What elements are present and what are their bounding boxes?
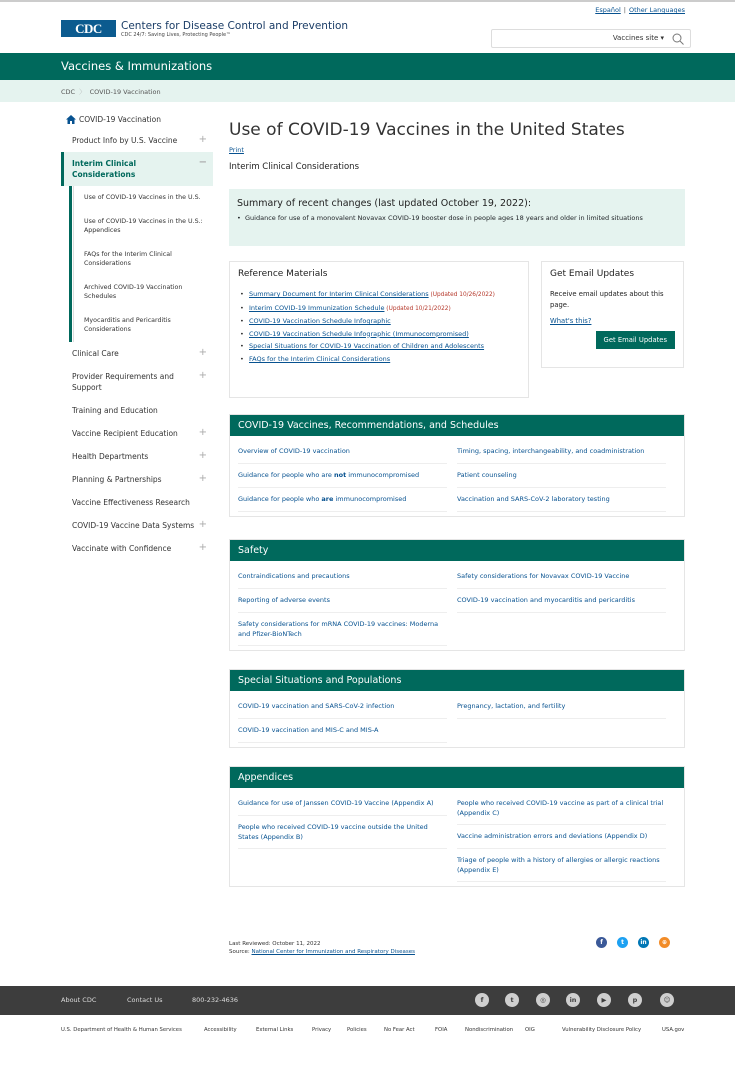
other-languages-link[interactable]: Other Languages bbox=[629, 6, 685, 14]
card-link[interactable]: People who received COVID-19 vaccine outside the United States (Appendix B) bbox=[238, 816, 447, 849]
footer-link-vulnerability-disclosure-policy[interactable]: Vulnerability Disclosure Policy bbox=[562, 1027, 642, 1033]
search-input[interactable] bbox=[491, 29, 691, 48]
snapchat-icon[interactable]: ☺ bbox=[660, 993, 674, 1007]
instagram-icon[interactable]: ◎ bbox=[536, 993, 550, 1007]
twitter-icon[interactable]: t bbox=[505, 993, 519, 1007]
youtube-icon[interactable]: ▶ bbox=[597, 993, 611, 1007]
sidebar-item-product-info[interactable] bbox=[61, 129, 213, 152]
section-card-title: Safety bbox=[230, 540, 684, 561]
breadcrumb: CDC 〉 COVID-19 Vaccination bbox=[0, 80, 735, 102]
expand-icon[interactable]: + bbox=[198, 426, 207, 438]
expand-icon[interactable]: + bbox=[198, 449, 207, 461]
sidebar-item-label: Interim Clinical Considerations bbox=[72, 159, 137, 179]
sidebar-item-interim-clinical[interactable] bbox=[61, 152, 213, 186]
expand-icon[interactable]: + bbox=[198, 346, 207, 358]
section-card-title: Special Situations and Populations bbox=[230, 670, 684, 691]
card-link[interactable]: Triage of people with a history of allergies or allergic reactions (Appendix E) bbox=[457, 849, 666, 882]
reference-item bbox=[238, 289, 520, 301]
updated-note: (Updated 10/26/2022) bbox=[428, 292, 495, 298]
sidebar-item-label: COVID-19 Vaccine Data Systems bbox=[72, 520, 195, 530]
search-scope-dropdown[interactable]: Vaccines site ▾ bbox=[612, 34, 664, 42]
updated-note: (Updated 10/21/2022) bbox=[384, 305, 451, 312]
get-email-updates-button[interactable]: Get Email Updates bbox=[596, 331, 675, 349]
sidebar-nav bbox=[61, 110, 213, 560]
card-link[interactable]: Overview of COVID-19 vaccination bbox=[238, 440, 447, 464]
card-link[interactable]: COVID-19 vaccination and MIS-C and MIS-A bbox=[238, 719, 447, 743]
sidebar-item-provider-requirements-and-support[interactable] bbox=[61, 365, 213, 399]
sidebar-item-vaccine-recipient-education[interactable] bbox=[61, 422, 213, 445]
reference-item bbox=[238, 341, 520, 352]
section-card bbox=[229, 414, 685, 517]
language-links: Español | Other Languages bbox=[595, 6, 685, 14]
sidebar-subitem-appendices[interactable]: Use of COVID-19 Vaccines in the U.S.: Appendices bbox=[73, 210, 213, 243]
about-cdc-link[interactable]: About CDC bbox=[61, 996, 97, 1004]
section-card-title: COVID-19 Vaccines, Recommendations, and Schedules bbox=[230, 415, 684, 436]
card-link[interactable]: Patient counseling bbox=[457, 464, 666, 488]
sidebar-item-label: Planning & Partnerships bbox=[72, 474, 162, 484]
pinterest-icon[interactable]: p bbox=[628, 993, 642, 1007]
print-link[interactable]: Print bbox=[229, 146, 244, 154]
twitter-icon[interactable]: t bbox=[617, 937, 628, 948]
summary-item: • Guidance for use of a monovalent Novavax COVID-19 booster dose in people ages 18 years and older in limited situations bbox=[237, 213, 677, 223]
reference-materials-box bbox=[229, 261, 529, 398]
reference-item bbox=[238, 329, 520, 340]
sidebar-item-label: Clinical Care bbox=[72, 348, 119, 358]
reference-link[interactable]: Interim COVID-19 Immunization Schedule bbox=[249, 303, 385, 312]
sidebar-item-label: Provider Requirements and Support bbox=[72, 371, 174, 392]
reference-item bbox=[238, 354, 520, 365]
expand-icon[interactable]: + bbox=[198, 541, 207, 553]
sidebar-item-health-departments[interactable] bbox=[61, 445, 213, 468]
card-link[interactable]: Guidance for people who are not immunocompromised bbox=[238, 464, 447, 488]
sidebar-item-planning-partnerships[interactable] bbox=[61, 468, 213, 491]
facebook-icon[interactable]: f bbox=[596, 937, 607, 948]
footer-link-nondiscrimination[interactable]: Nondiscrimination bbox=[465, 1027, 514, 1033]
card-link[interactable]: Contraindications and precautions bbox=[238, 565, 447, 589]
card-link[interactable]: Guidance for use of Janssen COVID-19 Vaccine (Appendix A) bbox=[238, 792, 447, 816]
sidebar-item-label: Vaccine Recipient Education bbox=[72, 428, 178, 438]
section-card bbox=[229, 669, 685, 748]
site-footer bbox=[0, 986, 735, 1015]
section-card bbox=[229, 766, 685, 887]
search-icon[interactable] bbox=[671, 32, 685, 46]
footer-link-u-s-department-of-health-human-services[interactable]: U.S. Department of Health & Human Services bbox=[61, 1027, 182, 1033]
sidebar-item-label: Health Departments bbox=[72, 451, 149, 461]
reference-link[interactable]: COVID-19 Vaccination Schedule Infographic bbox=[249, 317, 391, 325]
email-updates-box bbox=[541, 261, 684, 368]
sidebar-subitem-archived-schedules[interactable]: Archived COVID-19 Vaccination Schedules bbox=[73, 276, 213, 309]
sidebar-item-vaccine-effectiveness-research[interactable] bbox=[61, 491, 213, 514]
whats-this-link[interactable]: What's this? bbox=[550, 317, 592, 325]
sidebar-subitem-faqs[interactable]: FAQs for the Interim Clinical Considerations bbox=[73, 243, 213, 276]
section-card bbox=[229, 539, 685, 651]
card-link[interactable]: Safety considerations for Novavax COVID-19 Vaccine bbox=[457, 565, 666, 589]
summary-box bbox=[229, 189, 685, 246]
page-title: Use of COVID-19 Vaccines in the United States bbox=[229, 120, 625, 140]
sidebar-item-label: Training and Education bbox=[72, 405, 158, 415]
footer-link-oig[interactable]: OIG bbox=[525, 1027, 535, 1033]
facebook-icon[interactable]: f bbox=[475, 993, 489, 1007]
linkedin-icon[interactable]: in bbox=[566, 993, 580, 1007]
footer-link-accessibility[interactable]: Accessibility bbox=[204, 1027, 237, 1033]
footer-link-policies[interactable]: Policies bbox=[347, 1027, 367, 1033]
reference-link[interactable]: Special Situations for COVID-19 Vaccination of Children and Adolescents bbox=[249, 342, 485, 350]
expand-icon[interactable]: + bbox=[198, 518, 207, 530]
reference-item bbox=[238, 303, 520, 315]
card-link[interactable]: Vaccination and SARS-CoV-2 laboratory testing bbox=[457, 488, 666, 512]
footer-link-foia[interactable]: FOIA bbox=[435, 1027, 448, 1033]
social-share bbox=[596, 937, 670, 948]
sidebar-item-clinical-care[interactable] bbox=[61, 342, 213, 365]
reference-link[interactable]: Summary Document for Interim Clinical Considerations bbox=[249, 290, 429, 298]
sidebar-item-label: Vaccine Effectiveness Research bbox=[72, 497, 190, 507]
phone-number[interactable]: 800-232-4636 bbox=[192, 996, 239, 1004]
sidebar-item-label: Product Info by U.S. Vaccine bbox=[72, 136, 178, 145]
reference-materials-title: Reference Materials bbox=[238, 269, 328, 279]
last-reviewed: Last Reviewed: October 11, 2022 bbox=[229, 941, 321, 947]
site-banner bbox=[0, 53, 735, 80]
card-link[interactable]: COVID-19 vaccination and myocarditis and pericarditis bbox=[457, 589, 666, 613]
sidebar-item-training-and-education[interactable] bbox=[61, 399, 213, 422]
sidebar-item-label: Vaccinate with Confidence bbox=[72, 543, 172, 553]
email-updates-title: Get Email Updates bbox=[550, 269, 635, 279]
expand-icon[interactable]: + bbox=[198, 369, 207, 381]
espanol-link[interactable]: Español bbox=[595, 6, 621, 14]
card-link[interactable]: Timing, spacing, interchangeability, and coadministration bbox=[457, 440, 666, 464]
cdc-logo[interactable]: CDC bbox=[61, 20, 116, 37]
card-link[interactable]: Vaccine administration errors and deviations (Appendix D) bbox=[457, 825, 666, 849]
linkedin-icon[interactable]: in bbox=[638, 937, 649, 948]
collapse-icon[interactable]: − bbox=[198, 157, 207, 168]
source-label: Source: bbox=[229, 949, 250, 955]
breadcrumb-covid-vaccination[interactable]: COVID-19 Vaccination bbox=[89, 88, 161, 96]
top-border bbox=[0, 0, 735, 2]
home-icon bbox=[66, 115, 76, 124]
card-link[interactable]: Safety considerations for mRNA COVID-19 vaccines: Moderna and Pfizer-BioNTech bbox=[238, 613, 447, 646]
card-link[interactable]: Pregnancy, lactation, and fertility bbox=[457, 695, 666, 719]
expand-icon[interactable]: + bbox=[198, 134, 207, 145]
reference-link[interactable]: FAQs for the Interim Clinical Considerations bbox=[249, 354, 391, 363]
card-link[interactable]: Reporting of adverse events bbox=[238, 589, 447, 613]
agency-name[interactable]: Centers for Disease Control and Prevention bbox=[121, 20, 349, 32]
summary-title: Summary of recent changes (last updated October 19, 2022): bbox=[237, 198, 532, 209]
sidebar-item-covid-19-vaccine-data-systems[interactable] bbox=[61, 514, 213, 537]
expand-icon[interactable]: + bbox=[198, 472, 207, 484]
email-updates-text: Receive email updates about this page. bbox=[550, 290, 664, 309]
contact-us-link[interactable]: Contact Us bbox=[127, 996, 163, 1004]
sidebar-home-label: COVID-19 Vaccination bbox=[79, 115, 161, 124]
site-title[interactable]: Vaccines & Immunizations bbox=[61, 59, 213, 73]
footer-link-no-fear-act[interactable]: No Fear Act bbox=[384, 1027, 415, 1033]
sidebar-subnav bbox=[69, 186, 213, 342]
page-meta bbox=[229, 940, 415, 956]
sidebar-home-link[interactable] bbox=[61, 110, 213, 129]
footer-link-usa-gov[interactable]: USA.gov bbox=[662, 1027, 685, 1033]
footer-link-privacy[interactable]: Privacy bbox=[312, 1027, 332, 1033]
card-link[interactable]: People who received COVID-19 vaccine as part of a clinical trial (Appendix C) bbox=[457, 792, 666, 825]
syndicate-icon[interactable]: ⊕ bbox=[659, 937, 670, 948]
sidebar-subitem-myocarditis[interactable]: Myocarditis and Pericarditis Considerations bbox=[73, 309, 213, 342]
footer-link-external-links[interactable]: External Links bbox=[256, 1027, 294, 1033]
main-content bbox=[229, 120, 685, 887]
card-link[interactable]: COVID-19 vaccination and SARS-CoV-2 infection bbox=[238, 695, 447, 719]
sidebar-item-vaccinate-with-confidence[interactable] bbox=[61, 537, 213, 560]
footer-bottom-links bbox=[0, 1015, 735, 1042]
agency-tagline: CDC 24/7: Saving Lives, Protecting People™ bbox=[121, 32, 232, 38]
section-card-title: Appendices bbox=[230, 767, 684, 788]
sidebar-subitem-use-of-vaccines[interactable]: Use of COVID-19 Vaccines in the U.S. bbox=[73, 186, 213, 210]
breadcrumb-cdc[interactable]: CDC bbox=[61, 88, 76, 96]
reference-item bbox=[238, 316, 520, 327]
page-subtitle: Interim Clinical Considerations bbox=[229, 162, 359, 172]
card-link[interactable]: Guidance for people who are immunocompromised bbox=[238, 488, 447, 512]
reference-link[interactable]: COVID-19 Vaccination Schedule Infographic (Immunocompromised) bbox=[249, 329, 469, 338]
source-link[interactable]: National Center for Immunization and Respiratory Diseases bbox=[251, 949, 415, 955]
